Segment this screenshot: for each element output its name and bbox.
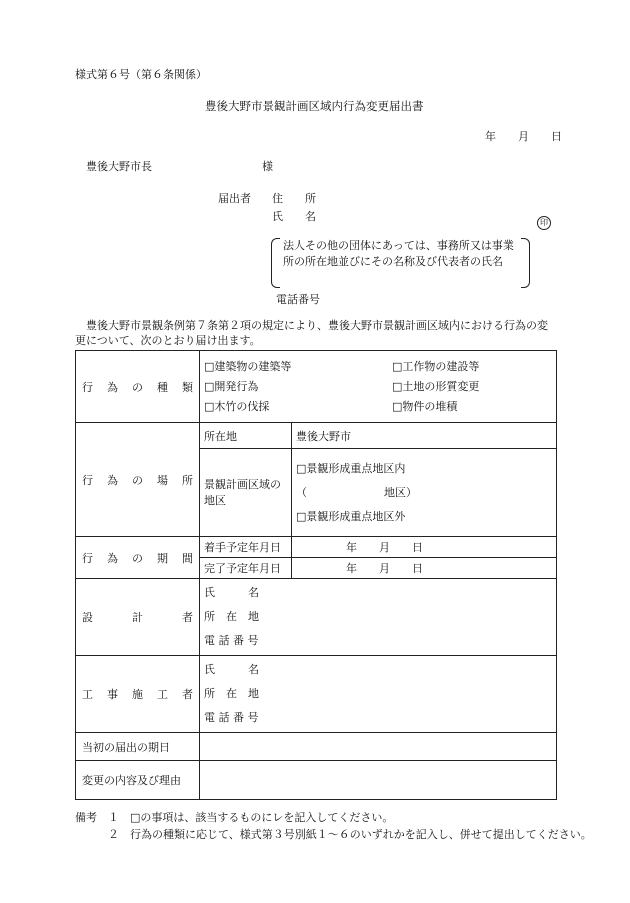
row-act-type <box>76 351 557 423</box>
initial-date-label-cell <box>76 733 200 761</box>
change-label-cell <box>76 761 200 800</box>
location-value[interactable]: 豊後大野市 <box>292 423 557 449</box>
intro-text: 豊後大野市景観条例第７条第２項の規定により、豊後大野市景観計画区域内における行為の変更について、次のとおり届け出ます。 <box>75 319 548 347</box>
row-designer <box>76 579 557 656</box>
corp-note-bracket <box>271 238 530 288</box>
row-change <box>76 761 557 800</box>
checkbox-development[interactable]: □開発行為 <box>204 379 259 393</box>
note-item-2: ２ 行為の種類に応じて、様式第３号別紙１～６のいずれかを記入し、併せて提出してください。 <box>108 828 592 841</box>
row-place-location <box>76 423 557 449</box>
addressee-name: 豊後大野市長 <box>86 160 152 173</box>
applicant-name-label: 氏 名 <box>272 210 316 223</box>
initial-date-value[interactable] <box>200 733 557 761</box>
place-label-cell <box>76 423 200 537</box>
act-type-option-row <box>204 377 552 397</box>
period-label-cell <box>76 537 200 579</box>
note-item-1: １ □の事項は、該当するものにレを記入してください。 <box>108 811 394 824</box>
designer-name-label: 氏 名 <box>204 586 259 599</box>
change-label: 変更の内容及び理由 <box>82 774 181 787</box>
initial-date-label: 当初の届出の期日 <box>82 740 170 754</box>
act-type-options-cell <box>200 351 557 423</box>
bracket-left <box>271 238 280 288</box>
act-type-option-row <box>204 397 552 417</box>
contractor-fields-cell <box>200 656 557 733</box>
corp-note: 法人その他の団体にあっては、事務所又は事業所の所在地並びにその名称及び代表者の氏名 <box>283 239 514 268</box>
act-type-label: 行 為 の 種 類 <box>82 380 193 394</box>
notes <box>75 809 592 843</box>
contractor-phone-label: 電 話 番 号 <box>204 711 259 724</box>
checkbox-priority-outside[interactable]: □景観形成重点地区外 <box>296 509 406 523</box>
document-title: 豊後大野市景観計画区域内行為変更届出書 <box>205 99 424 113</box>
end-date-value[interactable]: 年 月 日 <box>292 558 557 579</box>
applicant-address-label: 住 所 <box>272 192 316 205</box>
designer-phone-label: 電 話 番 号 <box>204 634 259 647</box>
designer-address-label: 所 在 地 <box>204 610 259 623</box>
row-period-start <box>76 537 557 558</box>
contractor-address-label: 所 在 地 <box>204 687 259 700</box>
notes-prefix: 備考 <box>75 811 97 824</box>
designer-label: 設 計 者 <box>82 611 193 624</box>
checkbox-structure[interactable]: □工作物の建設等 <box>392 359 480 373</box>
checkbox-land-change[interactable]: □土地の形質変更 <box>392 379 480 393</box>
contractor-label-cell <box>76 656 200 733</box>
row-initial-date <box>76 733 557 761</box>
bracket-right <box>521 238 530 288</box>
start-date-value[interactable]: 年 月 日 <box>292 537 557 558</box>
intro-paragraph <box>75 318 557 348</box>
contractor-label: 工 事 施 工 者 <box>82 688 193 701</box>
checkbox-priority-inside[interactable]: □景観形成重点地区内 <box>296 461 406 475</box>
addressee-honorific: 様 <box>262 160 273 173</box>
start-date-label: 着手予定年月日 <box>200 537 292 558</box>
form-number: 様式第６号（第６条関係） <box>75 68 207 81</box>
designer-fields-cell <box>200 579 557 656</box>
row-contractor <box>76 656 557 733</box>
note-line-1 <box>75 809 592 826</box>
designer-label-cell <box>76 579 200 656</box>
seal-mark: 印 <box>537 216 551 230</box>
period-label: 行 為 の 期 間 <box>82 551 193 565</box>
checkbox-tree-felling[interactable]: □木竹の伐採 <box>204 399 270 413</box>
district-label: 景観計画区域の地区 <box>200 449 292 537</box>
checkbox-building[interactable]: □建築物の建築等 <box>204 359 292 373</box>
applicant-phone-label: 電話番号 <box>276 293 320 306</box>
district-options-cell <box>292 449 557 537</box>
location-label: 所在地 <box>200 423 292 449</box>
date-line: 年 月 日 <box>485 130 562 143</box>
applicant-label: 届出者 <box>218 192 251 205</box>
end-date-label: 完了予定年月日 <box>200 558 292 579</box>
contractor-name-label: 氏 名 <box>204 663 259 676</box>
act-type-option-row <box>204 357 552 377</box>
place-label: 行 為 の 場 所 <box>82 473 193 487</box>
change-value[interactable] <box>200 761 557 800</box>
application-table <box>75 350 557 800</box>
district-name-blank[interactable]: （ 地区） <box>296 485 417 499</box>
checkbox-material-pile[interactable]: □物件の堆積 <box>392 399 458 413</box>
act-type-label-cell <box>76 351 200 423</box>
